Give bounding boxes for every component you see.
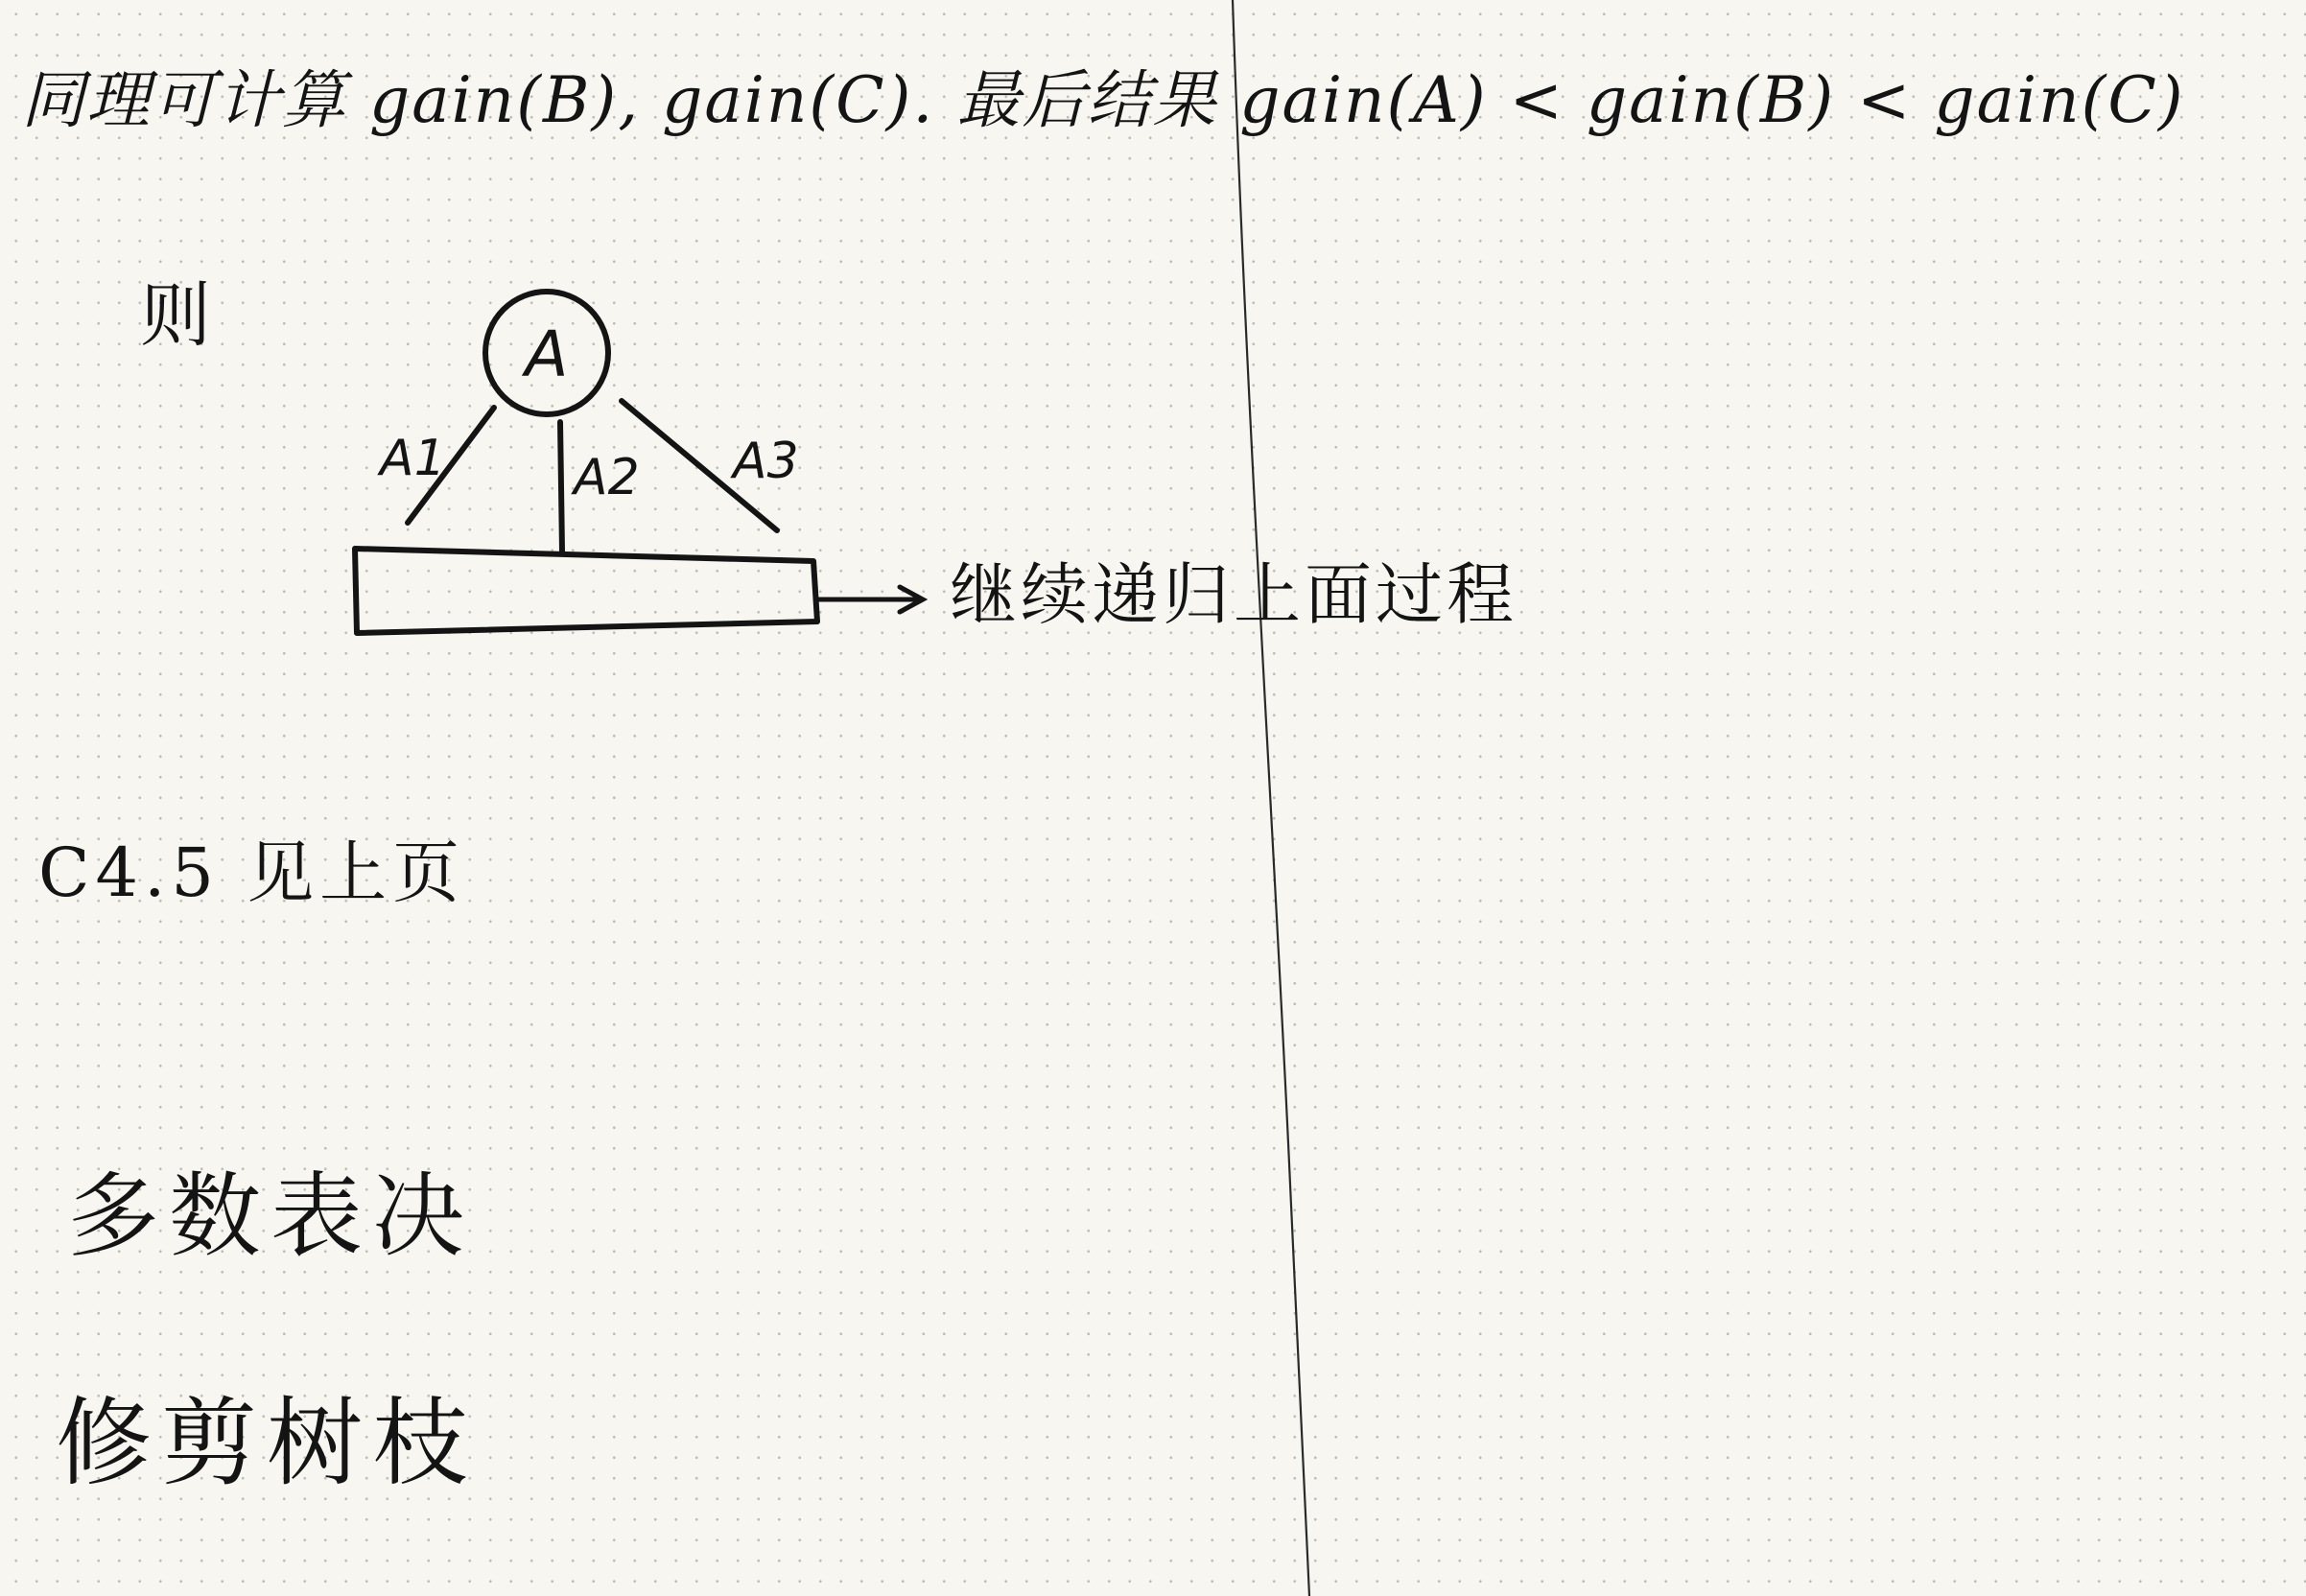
heading-line: 同理可计算 gain(B), gain(C). 最后结果 gain(A) < gain(B) < gain(C): [21, 63, 2185, 137]
tree-branch-label-a2: A2: [574, 449, 640, 506]
tree-branch-middle: [560, 422, 562, 552]
continue-recursion-text: 继续递归上面过程: [950, 555, 1518, 634]
prune-branches-text: 修剪树枝: [56, 1387, 478, 1499]
subtree-box: [355, 549, 817, 633]
majority-vote-text: 多数表决: [67, 1162, 474, 1270]
tree-root-label: A: [525, 317, 569, 391]
tree-branch-label-a1: A1: [380, 430, 446, 487]
arrow-icon: [817, 587, 923, 612]
c45-note: C4.5 见上页: [38, 833, 466, 912]
then-label: 则: [140, 274, 211, 357]
tree-branch-label-a3: A3: [733, 433, 799, 490]
